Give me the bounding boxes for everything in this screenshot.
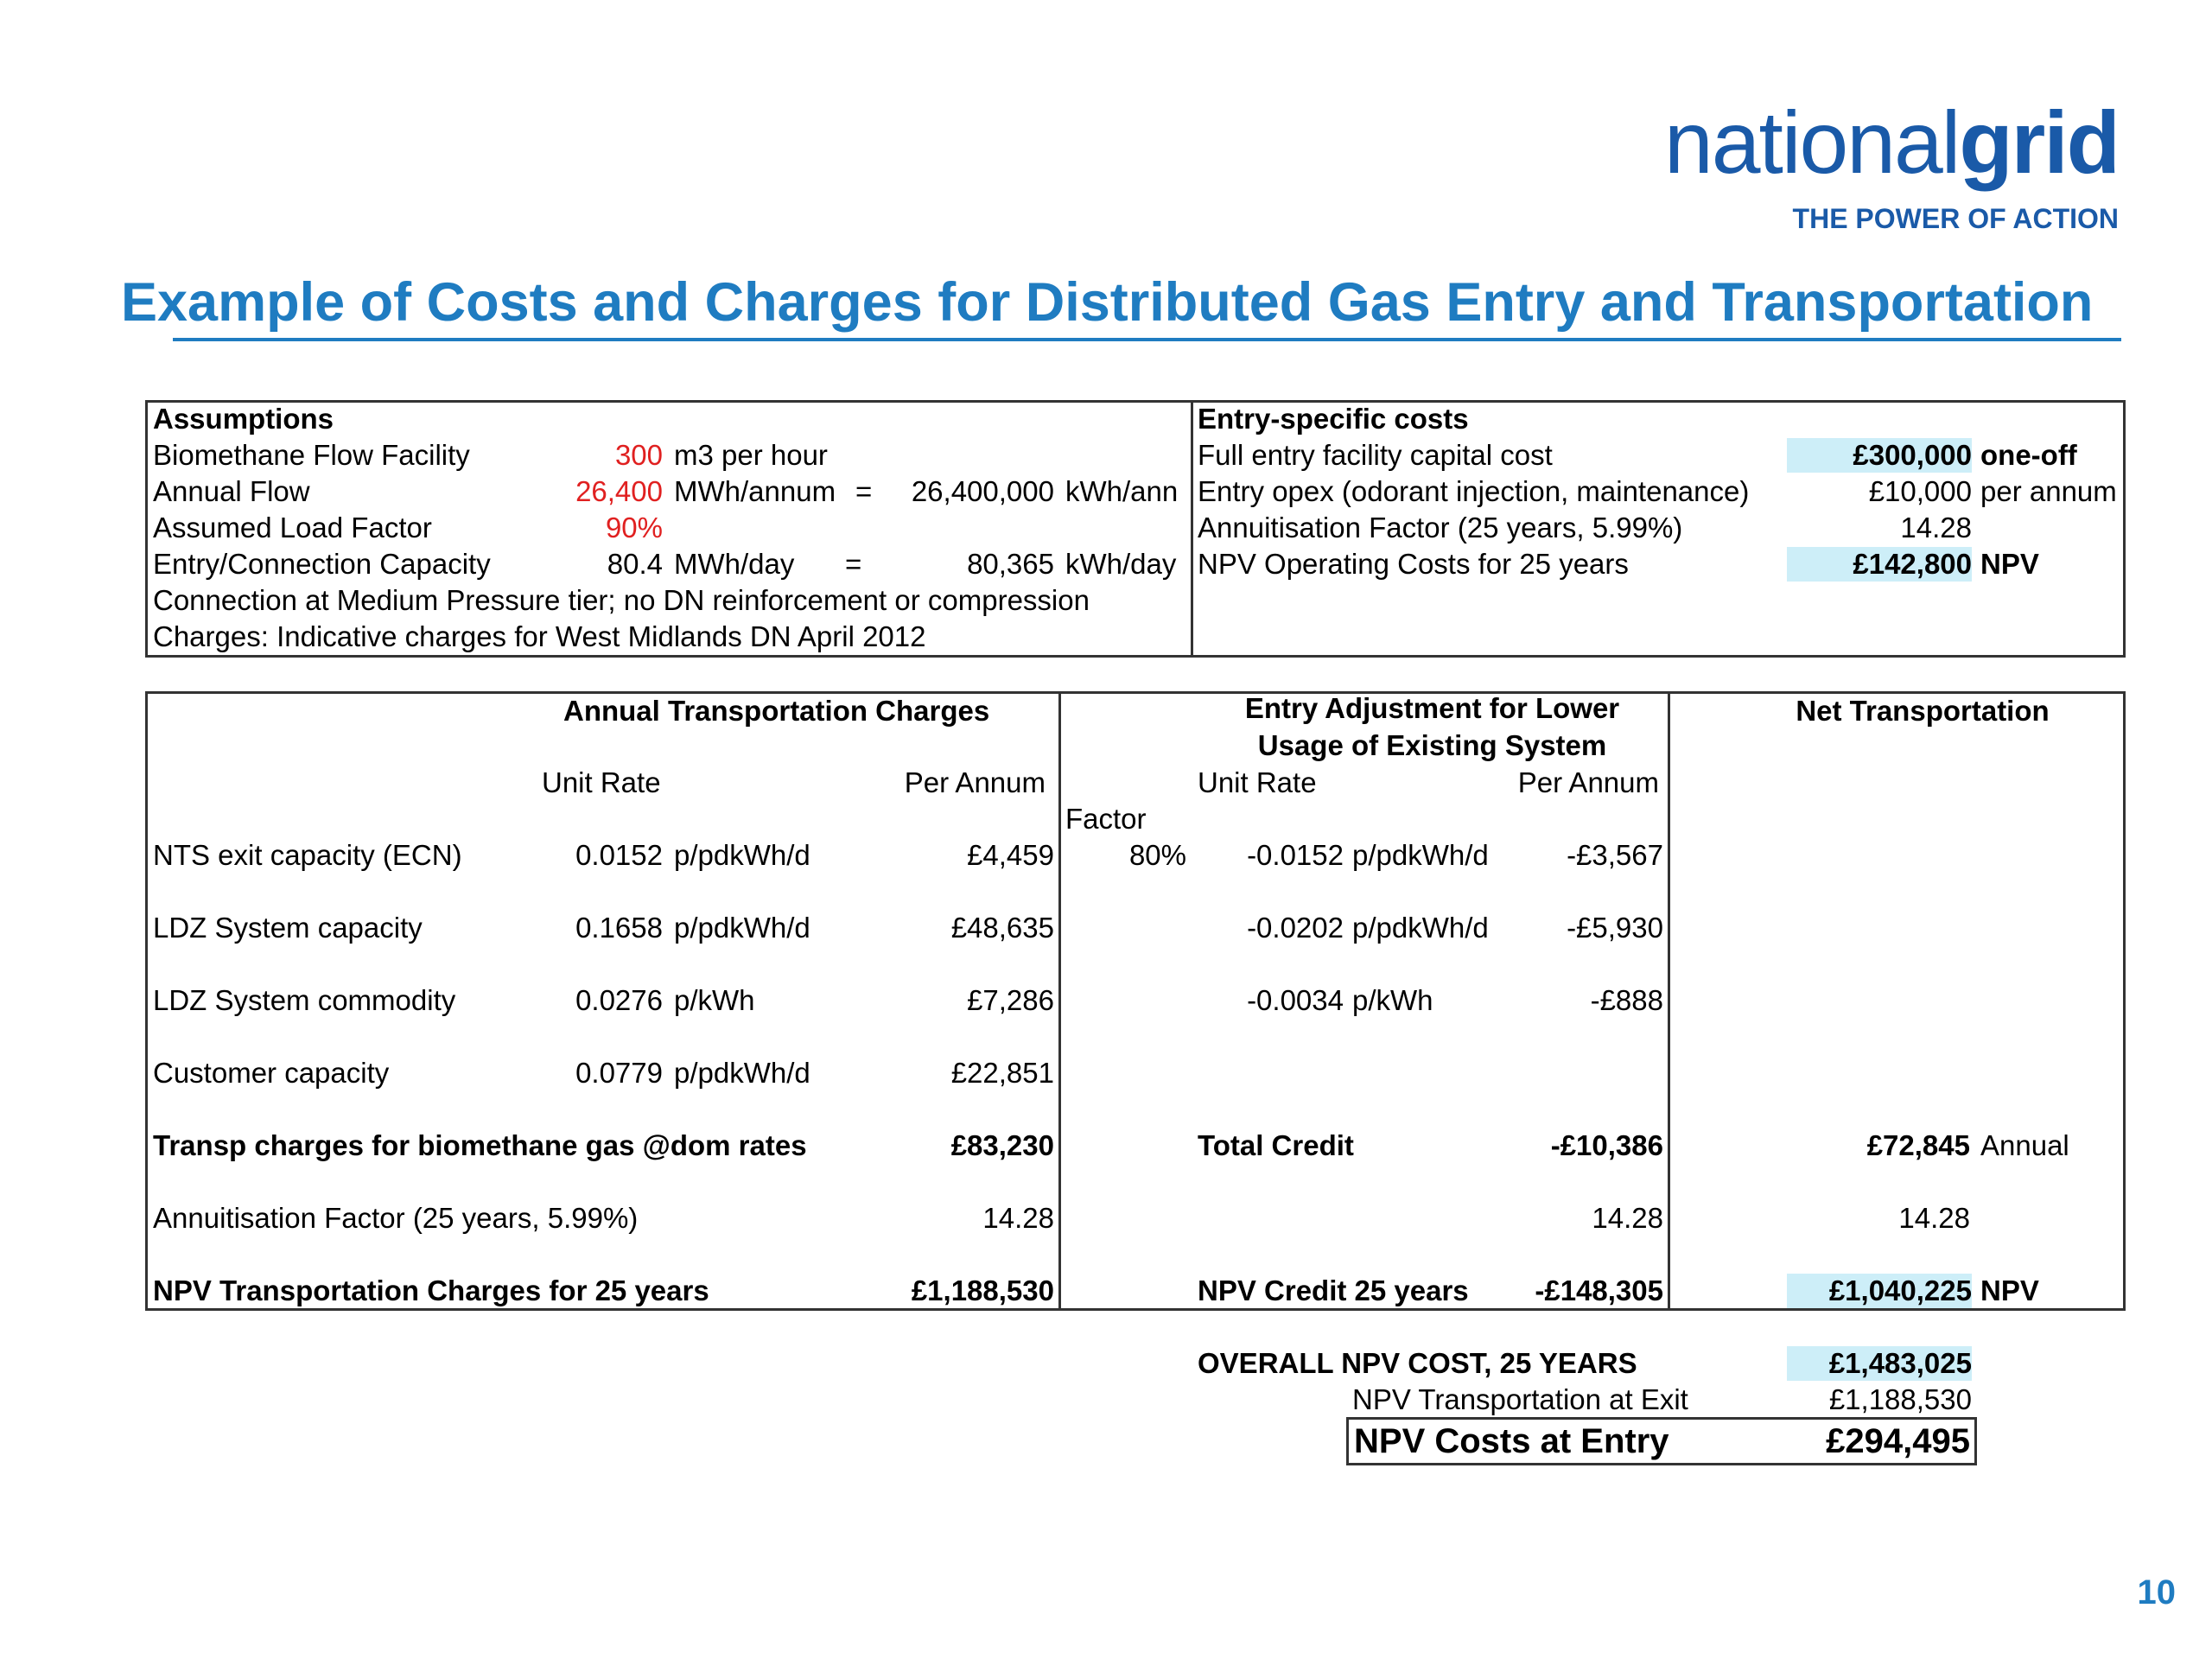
charge-rate-unit: p/pdkWh/d [674,839,810,871]
logo-wordmark [1664,91,2119,194]
entry-cost-label: Annuitisation Factor (25 years, 5.99%) [1198,512,1683,543]
adj-rate: -0.0152 [1247,839,1344,871]
npv-exit-value: £1,188,530 [1828,1383,1972,1415]
charge-label: Customer capacity [153,1057,390,1089]
col-factor: Factor [1065,803,1147,835]
assumption-value-2: 26,400,000 [911,475,1054,507]
adj-rate-unit: p/kWh [1352,984,1433,1016]
annuitisation-net-value: 14.28 [1898,1202,1970,1234]
net-annual-value: £72,845 [1866,1129,1970,1161]
assumption-unit: MWh/day [674,548,795,580]
adj-rate-unit: p/pdkWh/d [1352,912,1489,944]
charge-label: NTS exit capacity (ECN) [153,839,462,871]
npv-net-unit: NPV [1980,1274,2039,1306]
entry-cost-unit: NPV [1980,548,2039,580]
assumption-unit: MWh/annum [674,475,836,507]
assumption-value: 90% [605,512,663,543]
assumption-unit: m3 per hour [674,439,828,471]
annuitisation-label: Annuitisation Factor (25 years, 5.99%) [153,1202,639,1234]
assumption-label: Biomethane Flow Facility [153,439,470,471]
annuitisation-adj-value: 14.28 [1592,1202,1663,1234]
charge-rate: 0.0152 [575,839,663,871]
adj-per-annum: -£888 [1590,984,1663,1016]
charge-rate: 0.0779 [575,1057,663,1089]
entry-cost-unit: per annum [1980,475,2117,507]
net-transportation-heading: Net Transportation [1796,695,2050,727]
npv-entry-value: £294,495 [1826,1422,1970,1460]
col-adj-per-annum: Per Annum [1517,766,1659,798]
net-annual-unit: Annual [1980,1129,2069,1161]
assumption-value: 26,400 [575,475,663,507]
npv-charges-value: £1,188,530 [911,1274,1054,1306]
assumption-note: Charges: Indicative charges for West Midlands DN April 2012 [153,620,926,652]
charge-rate-unit: p/pdkWh/d [674,1057,810,1089]
charge-rate: 0.0276 [575,984,663,1016]
adj-rate-unit: p/pdkWh/d [1352,839,1489,871]
adj-per-annum: -£5,930 [1567,912,1663,944]
assumption-note: Connection at Medium Pressure tier; no DN reinforcement or compression [153,584,1090,616]
entry-cost-label: Entry opex (odorant injection, maintenance) [1198,475,1750,507]
assumption-unit-2: kWh/ann [1065,475,1179,507]
charge-per-annum: £48,635 [950,912,1054,944]
charge-per-annum: £4,459 [967,839,1054,871]
assumption-value-2: 80,365 [967,548,1054,580]
total-charges-label: Transp charges for biomethane gas @dom rates [153,1129,807,1161]
page-title: Example of Costs and Charges for Distributed Gas Entry and Transportation [121,272,2094,333]
adj-per-annum: -£3,567 [1567,839,1663,871]
total-credit-label: Total Credit [1198,1129,1354,1161]
entry-cost-label: Full entry facility capital cost [1198,439,1553,471]
national-grid-logo [1664,91,2119,238]
charge-per-annum: £7,286 [967,984,1054,1016]
npv-charges-label: NPV Transportation Charges for 25 years [153,1274,709,1306]
charge-label: LDZ System commodity [153,984,456,1016]
equals-sign: = [845,548,862,580]
col-adj-unit-rate: Unit Rate [1198,766,1317,798]
logo-tagline: THE POWER OF ACTION [1792,203,2119,234]
total-charges-value: £83,230 [950,1129,1054,1161]
overall-npv-value: £1,483,025 [1787,1346,1972,1381]
equals-sign: = [855,475,873,507]
charge-rate-unit: p/kWh [674,984,755,1016]
adj-rate: -0.0202 [1247,912,1344,944]
entry-cost-value: 14.28 [1900,512,1972,543]
charge-rate-unit: p/pdkWh/d [674,912,810,944]
logo-word-bold: grid [1959,93,2119,192]
assumption-unit-2: kWh/day [1065,548,1177,580]
adjustment-factor: 80% [1128,839,1186,871]
title-underline [173,338,2121,341]
entry-cost-value: £300,000 [1787,438,1972,473]
assumption-value: 80.4 [607,548,663,580]
charge-label: LDZ System capacity [153,912,423,944]
page-number: 10 [2137,1573,2176,1611]
entry-costs-heading: Entry-specific costs [1198,403,1469,435]
transport-divider-1 [1058,691,1061,1311]
npv-net-value: £1,040,225 [1787,1274,1972,1308]
transport-divider-2 [1668,691,1670,1311]
assumption-label: Assumed Load Factor [153,512,432,543]
assumption-value: 300 [614,439,663,471]
entry-cost-label: NPV Operating Costs for 25 years [1198,548,1629,580]
col-per-annum: Per Annum [904,766,1046,798]
entry-cost-value: £142,800 [1787,547,1972,582]
entry-adjustment-heading: Entry Adjustment for Lower [1244,692,1620,724]
assumption-label: Entry/Connection Capacity [153,548,491,580]
npv-credit-label: NPV Credit 25 years [1198,1274,1469,1306]
entry-adjustment-heading-2: Usage of Existing System [1257,729,1607,761]
assumptions-divider [1191,400,1193,658]
entry-cost-unit: one-off [1980,439,2077,471]
logo-word-regular: national [1664,93,1960,192]
overall-npv-label: OVERALL NPV COST, 25 YEARS [1198,1347,1637,1379]
charge-rate: 0.1658 [575,912,663,944]
annual-charges-heading: Annual Transportation Charges [563,695,990,727]
total-credit-value: -£10,386 [1550,1129,1663,1161]
npv-entry-label: NPV Costs at Entry [1354,1422,1669,1460]
col-unit-rate: Unit Rate [542,766,661,798]
assumptions-heading: Assumptions [153,403,334,435]
entry-cost-value: £10,000 [1868,475,1972,507]
annuitisation-value: 14.28 [982,1202,1054,1234]
assumption-label: Annual Flow [153,475,310,507]
npv-exit-label: NPV Transportation at Exit [1352,1383,1688,1415]
npv-credit-value: -£148,305 [1535,1274,1663,1306]
charge-per-annum: £22,851 [950,1057,1054,1089]
adj-rate: -0.0034 [1247,984,1344,1016]
